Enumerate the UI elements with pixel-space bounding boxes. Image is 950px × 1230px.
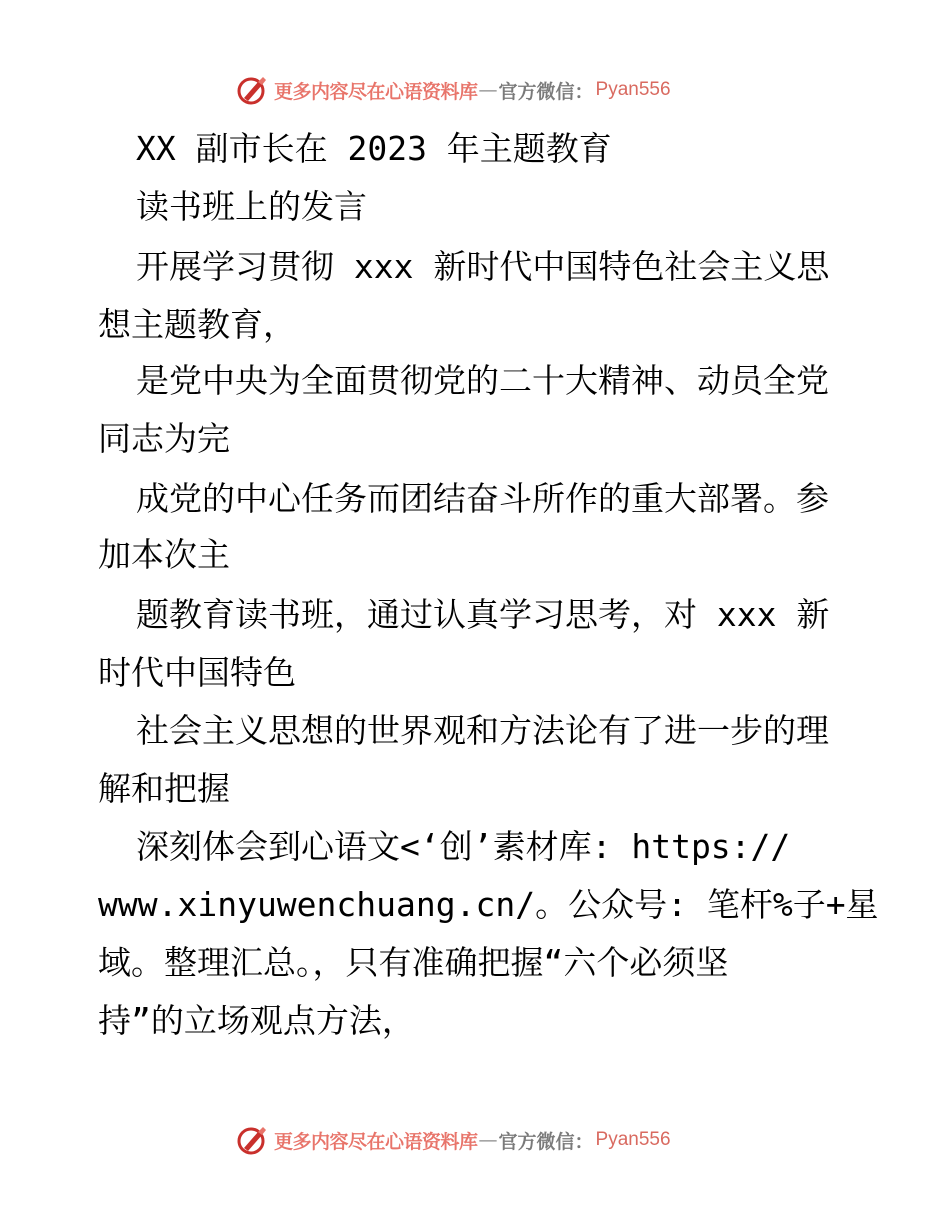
footer-site-text: 更多内容尽在心语资料库	[274, 1130, 478, 1153]
footer-banner	[236, 1122, 716, 1158]
footer-wechat-label: 官方微信：	[498, 1130, 594, 1153]
header-banner	[236, 72, 716, 108]
doc-title-line-1: XX 副市长在 2023 年主题教育	[136, 129, 612, 168]
header-separator: —	[478, 79, 498, 101]
doc-line: 域。整理汇总。，只有准确把握“六个必须坚	[98, 943, 729, 982]
header-site-text: 更多内容尽在心语资料库	[274, 80, 478, 103]
doc-line: 题教育读书班，通过认真学习思考，对 xxx 新	[136, 595, 830, 634]
doc-line: 社会主义思想的世界观和方法论有了进一步的理	[136, 711, 829, 750]
doc-line: 同志为完	[98, 419, 230, 458]
doc-line: 加本次主	[98, 535, 230, 574]
doc-line: www.xinyuwenchuang.cn/。公众号: 笔杆%子+星	[98, 885, 879, 924]
footer-wechat-id: Pyan556	[595, 1129, 671, 1150]
doc-title-line-2: 读书班上的发言	[136, 187, 367, 226]
doc-line: 想主题教育，	[98, 305, 296, 344]
doc-line: 成党的中心任务而团结奋斗所作的重大部署。参	[136, 479, 829, 518]
doc-line: 开展学习贯彻 xxx 新时代中国特色社会主义思	[136, 247, 830, 286]
doc-line: 深刻体会到心语文<‘创’素材库: https://	[136, 827, 791, 866]
footer-separator: —	[478, 1129, 498, 1151]
header-wechat-id: Pyan556	[595, 79, 671, 100]
doc-line: 时代中国特色	[98, 653, 296, 692]
pen-logo-icon	[236, 74, 268, 106]
doc-line: 持”的立场观点方法，	[98, 1001, 415, 1040]
header-wechat-label: 官方微信：	[498, 80, 594, 103]
pen-logo-icon	[236, 1124, 268, 1156]
doc-line: 是党中央为全面贯彻党的二十大精神、动员全党	[136, 361, 829, 400]
doc-line: 解和把握	[98, 769, 230, 808]
